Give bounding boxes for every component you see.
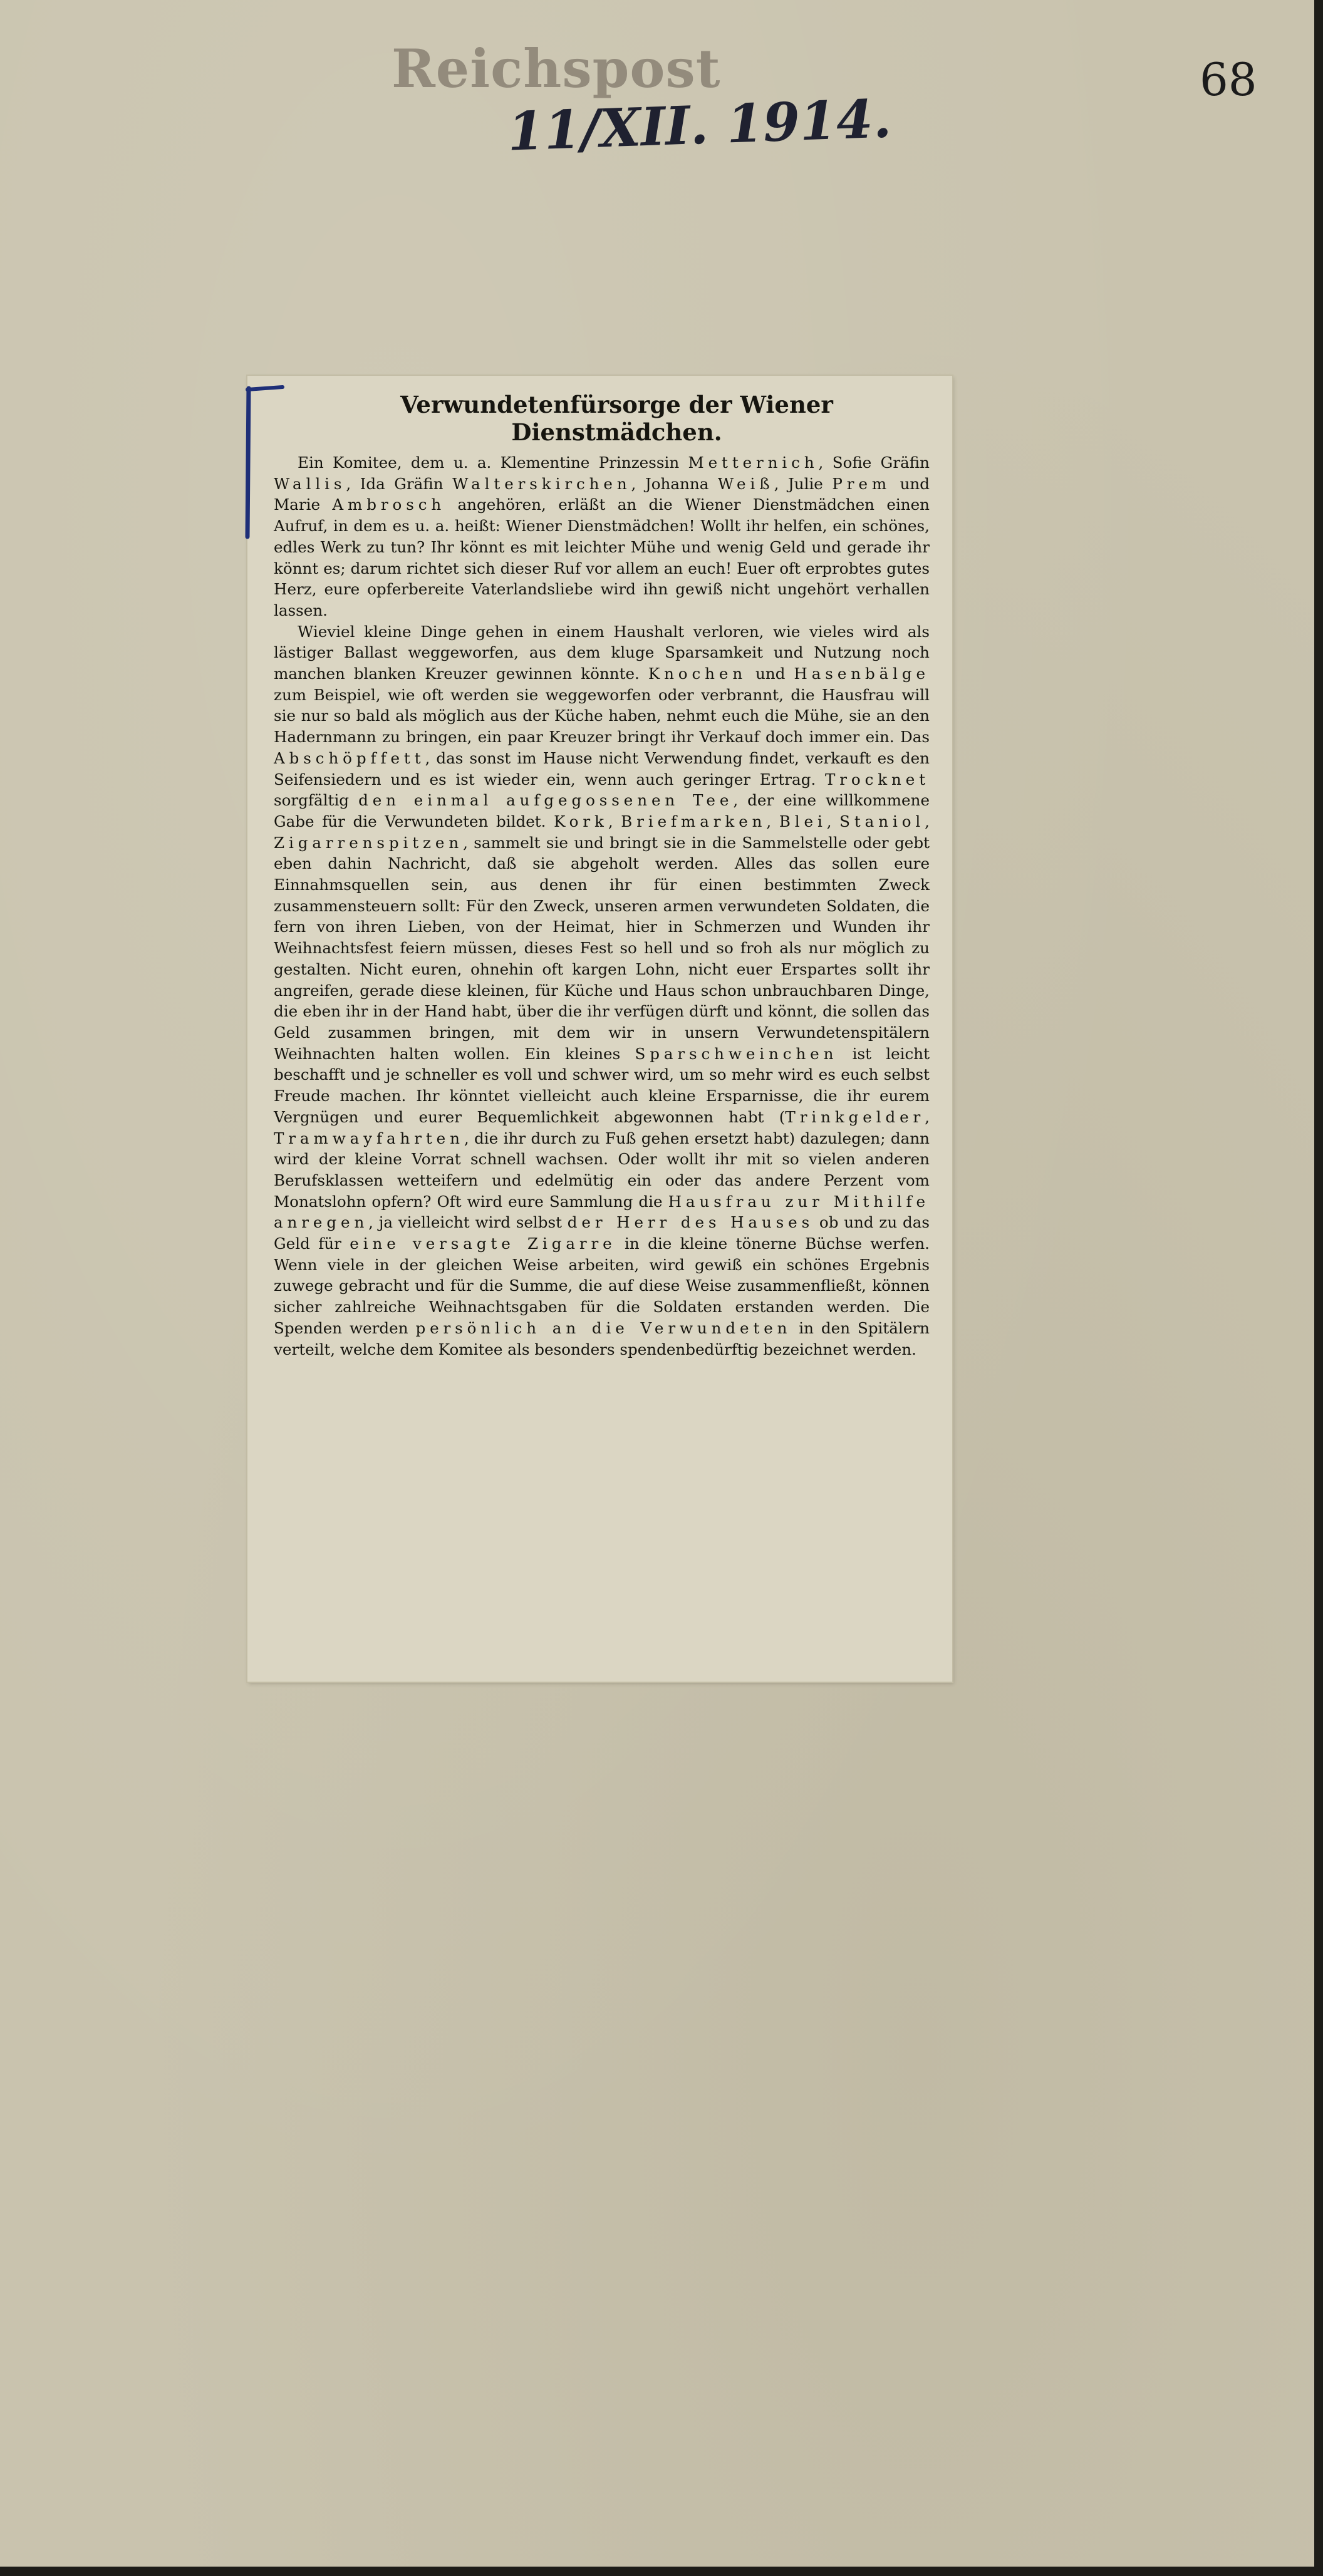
emphasized-text: Sparschweinchen: [635, 1044, 838, 1063]
body-text: , ja vielleicht wird selbst: [368, 1213, 568, 1232]
body-text: , Ida Gräfin: [346, 474, 453, 493]
body-text: , das sonst im Hause nicht Verwendung findet, verkauft es den Seifensiedern und es ist wieder ein, wenn auch geringer Ertrag.: [274, 748, 930, 789]
body-text: in die kleine tönerne Büchse werfen. Wenn viele in der gleichen Weise arbeiten, wird gewiß ein schönes Ergebnis zuwege gebracht und für die Summe, die auf diese Weise zusammenfließt, können sicher zahlreiche Weihnachtsgaben für die Soldaten erstanden werden. Die Spenden werden: [274, 1234, 930, 1337]
emphasized-text: Zigarrenspitzen: [274, 833, 464, 852]
emphasized-text: Weiß: [717, 474, 774, 493]
newspaper-name-stamp: Reichspost: [392, 38, 721, 100]
body-text: in den Spitälern verteilt, welche dem Komitee als besonders spendenbedürftig bezeichnet werden.: [274, 1318, 930, 1358]
body-text: zum Beispiel, wie oft werden sie weggeworfen oder verbrannt, die Hausfrau will sie nur so bald als möglich aus der Küche haben, nehmt euch die Mühe, sie an den Hadernmann zu bringen, ein paar Kreuzer bringt ihr Verkauf doch immer ein. Das: [274, 685, 930, 747]
emphasized-text: den einmal aufgegossenen Tee: [358, 791, 734, 810]
blue-pencil-mark: [239, 383, 285, 540]
emphasized-text: eine versagte Zigarre: [350, 1234, 616, 1253]
article-paragraph: [274, 621, 930, 1360]
emphasized-text: Walterskirchen: [452, 474, 631, 493]
body-text: , Sofie Gräfin: [818, 453, 930, 472]
body-text: ,: [925, 812, 930, 830]
body-text: ist leicht beschafft und je schneller es voll und schwer wird, um so mehr wird es euch selbst Freude machen. Ihr könntet vielleicht auch kleine Ersparnisse, die ihr eurem Vergnügen und eurer Bequemlichkeit abgewonnen habt (: [274, 1044, 930, 1126]
body-text: angehören, erläßt an die Wiener Dienstmädchen einen Aufruf, in dem es u. a. heißt: Wiener Dienstmädchen! Wollt ihr helfen, ein schönes, edles Werk zu tun? Ihr könnt es mit leichter Mühe und wenig Geld und gerade ihr könnt es; darum richtet sich dieser Ruf vor allem an euch! Euer oft erprobtes gutes Herz, eure opferbereite Vaterlandsliebe wird ihn gewiß nicht ungehört verhallen lassen.: [274, 495, 930, 619]
body-text: Ein Komitee, dem u. a. Klementine Prinzessin: [298, 453, 688, 472]
emphasized-text: Ambrosch: [332, 495, 446, 514]
emphasized-text: Hasenbälge: [794, 665, 930, 683]
emphasized-text: Knochen: [648, 665, 747, 683]
body-text: , Johanna: [631, 474, 718, 493]
body-text: und Marie: [274, 474, 930, 514]
body-text: ,: [608, 812, 621, 830]
body-text: , die ihr durch zu Fuß gehen ersetzt habt) dazulegen; dann wird der kleine Vorrat schnell wachsen. Oder wollt ihr mit so vielen anderen Berufsklassen wetteifern und edelmütig ein oder das andere Perzent vom Monatslohn opfern? Oft wird eure Sammlung die: [274, 1129, 930, 1211]
body-text: sorgfältig: [274, 791, 359, 810]
body-text: , Julie: [774, 474, 833, 493]
body-text: ,: [925, 1107, 930, 1126]
emphasized-text: Wallis: [274, 474, 346, 493]
body-text: , der eine willkommene Gabe für die Verwundeten bildet.: [274, 791, 930, 830]
emphasized-text: Blei: [779, 812, 827, 830]
emphasized-text: Metternich: [688, 453, 819, 472]
emphasized-text: Abschöpffett: [274, 748, 425, 767]
article-body: [274, 452, 930, 1360]
newspaper-clipping: [247, 376, 952, 1682]
emphasized-text: Prem: [832, 474, 891, 493]
emphasized-text: Hausfrau zur Mithilfe anregen: [274, 1192, 930, 1232]
body-text: ,: [826, 812, 840, 830]
emphasized-text: der Herr des Hauses: [567, 1213, 814, 1232]
page-number: 68: [1200, 53, 1257, 106]
handwritten-date: 11/XII. 1914.: [506, 87, 893, 163]
emphasized-text: Staniol: [839, 812, 925, 830]
body-text: ,: [766, 812, 779, 830]
body-text: ob und zu das Geld für: [274, 1213, 930, 1253]
body-text: und: [747, 665, 794, 683]
body-text: Wieviel kleine Dinge gehen in einem Haushalt verloren, wie vieles wird als lästiger Ballast weggeworfen, aus dem kluge Sparsamkeit und Nutzung noch manchen blanken Kreuzer gewinnen könnte.: [274, 622, 930, 683]
emphasized-text: Kork: [554, 812, 608, 830]
article-paragraph: [274, 452, 930, 621]
emphasized-text: Trocknet: [824, 770, 930, 789]
body-text: , sammelt sie und bringt sie in die Sammelstelle oder gebt eben dahin Nachricht, daß sie abgeholt werden. Alles das sollen eure Einnahmsquellen sein, aus denen ihr für einen bestimmten Zweck zusammensteuern sollt: Für den Zweck, unseren armen verwundeten Soldaten, die fern von ihren Lieben, von der Heimat, hier in Schmerzen und Wunden ihr Weihnachtsfest feiern müssen, dieses Fest so hell und so froh als nur möglich zu gestalten. Nicht euren, ohnehin oft kargen Lohn, nicht euer Erspartes sollt ihr angreifen, gerade diese kleinen, für Küche und Haus schon unbrauchbaren Dinge, die eben ihr in der Hand habt, über die ihr verfügen dürft und könnt, die sollen das Geld zusammen bringen, mit dem wir in unsern Verwundetenspitälern Weihnachten halten wollen. Ein kleines: [274, 833, 930, 1063]
article-title: Verwundetenfürsorge der Wiener Dienstmädchen.: [400, 391, 833, 446]
emphasized-text: Briefmarken: [621, 812, 767, 830]
emphasized-text: persönlich an die Verwundeten: [415, 1318, 792, 1337]
emphasized-text: Trinkgelder: [785, 1107, 925, 1126]
emphasized-text: Tramwayfahrten: [274, 1129, 464, 1147]
